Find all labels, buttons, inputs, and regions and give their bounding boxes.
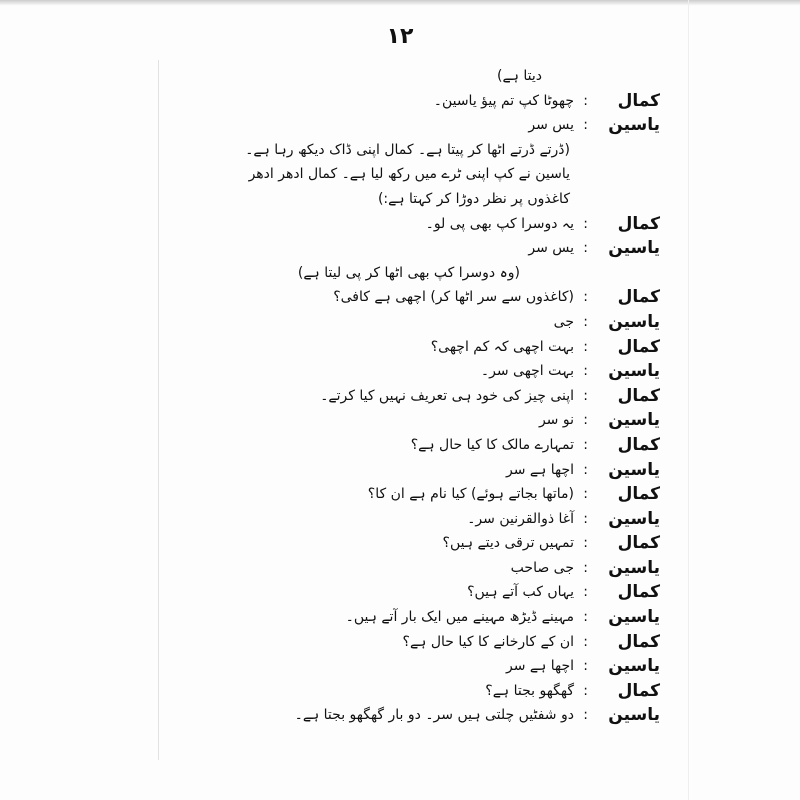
colon-separator: : xyxy=(583,559,588,576)
dialogue-text: یہ دوسرا کپ بھی پی لو۔ xyxy=(425,215,574,232)
dialogue-text: دو شفٹیں چلتی ہیں سر۔ دو بار گھگھو بجتا ہے۔ xyxy=(294,707,574,724)
speaker-name: کمال xyxy=(617,631,660,652)
speaker-name: یاسین xyxy=(608,311,660,332)
dialogue-line xyxy=(200,482,660,507)
dialogue-line xyxy=(200,384,660,409)
dialogue-text: (ماتھا بجاتے ہوئے) کیا نام ہے ان کا؟ xyxy=(367,486,574,503)
play-dialogue xyxy=(200,64,660,728)
dialogue-text: چھوٹا کپ تم پیؤ یاسین۔ xyxy=(433,92,574,109)
speaker-name: یاسین xyxy=(608,656,660,677)
colon-separator: : xyxy=(583,240,588,257)
dialogue-line xyxy=(200,433,660,458)
speaker-name: یاسین xyxy=(608,238,660,259)
speaker-name: کمال xyxy=(617,90,660,111)
dialogue-line xyxy=(200,113,660,138)
colon-separator: : xyxy=(583,363,588,380)
colon-separator: : xyxy=(583,609,588,626)
speaker-name: کمال xyxy=(617,287,660,308)
dialogue-text: بہت اچھی کہ کم اچھی؟ xyxy=(430,338,574,355)
speaker-name: کمال xyxy=(617,582,660,603)
stage-direction xyxy=(200,261,660,286)
dialogue-line xyxy=(200,458,660,483)
dialogue-text: اچھا ہے سر xyxy=(505,461,574,478)
colon-separator: : xyxy=(583,338,588,355)
colon-separator: : xyxy=(583,215,588,232)
dialogue-text: اپنی چیز کی خود ہی تعریف نہیں کیا کرتے۔ xyxy=(320,387,574,404)
colon-separator: : xyxy=(583,707,588,724)
speaker-name: یاسین xyxy=(608,705,660,726)
dialogue-line xyxy=(200,285,660,310)
stage-direction xyxy=(200,187,660,212)
speaker-name: کمال xyxy=(617,385,660,406)
speaker-name: کمال xyxy=(617,484,660,505)
stage-direction xyxy=(200,138,660,163)
speaker-name: یاسین xyxy=(608,607,660,628)
stage-direction-text: یاسین نے کپ اپنی ٹرے میں رکھ لیا ہے۔ کمال ادھر ادھر xyxy=(248,166,570,183)
dialogue-text: یہاں کب آتے ہیں؟ xyxy=(467,584,574,601)
dialogue-text: یس سر xyxy=(528,117,574,134)
colon-separator: : xyxy=(583,658,588,675)
dialogue-text: تمہیں ترقی دیتے ہیں؟ xyxy=(442,535,574,552)
speaker-name: یاسین xyxy=(608,361,660,382)
speaker-name: یاسین xyxy=(608,459,660,480)
dialogue-text: اچھا ہے سر xyxy=(505,658,574,675)
colon-separator: : xyxy=(583,461,588,478)
colon-separator: : xyxy=(583,633,588,650)
dialogue-line xyxy=(200,310,660,335)
speaker-name: یاسین xyxy=(608,508,660,529)
dialogue-line xyxy=(200,679,660,704)
dialogue-line xyxy=(200,556,660,581)
dialogue-text: (کاغذوں سے سر اٹھا کر) اچھی ہے کافی؟ xyxy=(333,289,574,306)
colon-separator: : xyxy=(583,412,588,429)
dialogue-text: نو سر xyxy=(538,412,574,429)
colon-separator: : xyxy=(583,313,588,330)
dialogue-line xyxy=(200,654,660,679)
colon-separator: : xyxy=(583,436,588,453)
stage-direction-text: دیتا ہے) xyxy=(497,68,542,84)
stage-direction-text: (وہ دوسرا کپ بھی اٹھا کر پی لیتا ہے) xyxy=(297,264,520,281)
dialogue-text: گھگھو بجتا ہے؟ xyxy=(485,682,574,699)
speaker-name: کمال xyxy=(617,533,660,554)
dialogue-line xyxy=(200,507,660,532)
colon-separator: : xyxy=(583,117,588,134)
colon-separator: : xyxy=(583,387,588,404)
dialogue-line xyxy=(200,580,660,605)
dialogue-line xyxy=(200,335,660,360)
dialogue-text: جی xyxy=(553,313,574,330)
dialogue-line xyxy=(200,408,660,433)
stage-direction-text: کاغذوں پر نظر دوڑا کر کہتا ہے:) xyxy=(377,190,570,207)
speaker-name: کمال xyxy=(617,680,660,701)
dialogue-line xyxy=(200,212,660,237)
dialogue-text: ان کے کارخانے کا کیا حال ہے؟ xyxy=(402,633,574,650)
dialogue-line xyxy=(200,236,660,261)
speaker-name: یاسین xyxy=(608,115,660,136)
colon-separator: : xyxy=(583,535,588,552)
dialogue-text: بہت اچھی سر۔ xyxy=(480,363,574,380)
dialogue-text: جی صاحب xyxy=(510,559,574,576)
dialogue-line xyxy=(200,89,660,114)
speaker-name: کمال xyxy=(617,213,660,234)
dialogue-text: یس سر xyxy=(528,240,574,257)
page-edge-right xyxy=(688,0,689,800)
page-number: ۱۲ xyxy=(386,24,414,49)
dialogue-line xyxy=(200,703,660,728)
speaker-name: یاسین xyxy=(608,410,660,431)
colon-separator: : xyxy=(583,92,588,109)
stage-direction xyxy=(200,64,660,89)
page-margin-line xyxy=(158,60,159,760)
speaker-name: کمال xyxy=(617,336,660,357)
dialogue-line xyxy=(200,359,660,384)
colon-separator: : xyxy=(583,510,588,527)
colon-separator: : xyxy=(583,486,588,503)
stage-direction-text: (ڈرتے ڈرتے اٹھا کر پیتا ہے۔ کمال اپنی ڈاک دیکھ رہا ہے۔ xyxy=(245,141,570,158)
dialogue-line xyxy=(200,531,660,556)
stage-direction xyxy=(200,162,660,187)
colon-separator: : xyxy=(583,289,588,306)
scan-edge-top xyxy=(0,0,800,6)
speaker-name: یاسین xyxy=(608,557,660,578)
dialogue-line xyxy=(200,605,660,630)
dialogue-text: آغا ذوالقرنین سر۔ xyxy=(467,510,574,527)
dialogue-line xyxy=(200,630,660,655)
colon-separator: : xyxy=(583,682,588,699)
dialogue-text: تمہارے مالک کا کیا حال ہے؟ xyxy=(410,436,574,453)
dialogue-text: مہینے ڈیڑھ مہینے میں ایک بار آتے ہیں۔ xyxy=(345,609,574,626)
speaker-name: کمال xyxy=(617,434,660,455)
colon-separator: : xyxy=(583,584,588,601)
